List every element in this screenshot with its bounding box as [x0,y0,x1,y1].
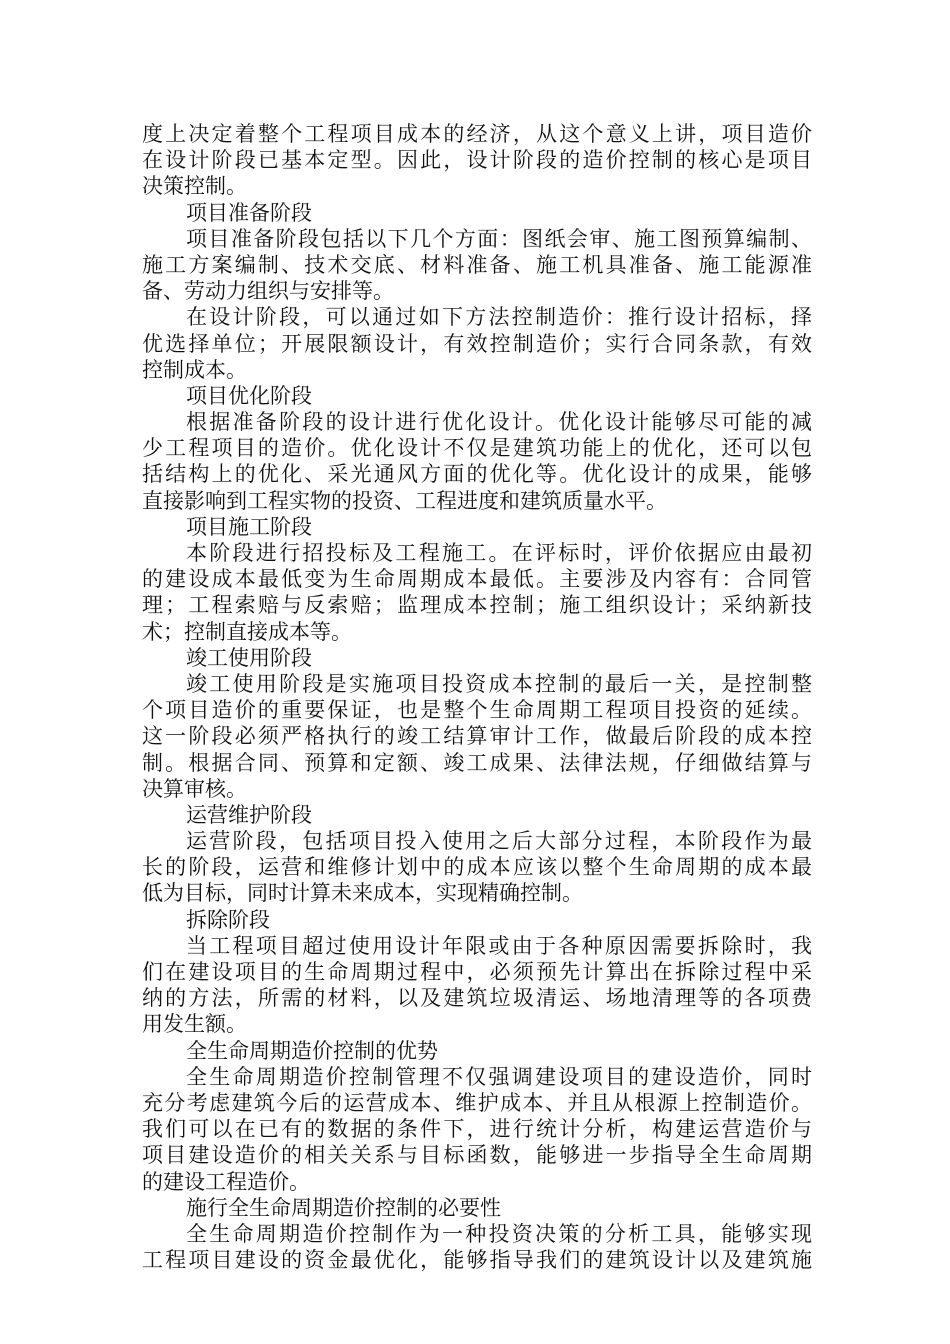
body-text-line: 决策控制。 [142,174,247,199]
section-heading: 施行全生命周期造价控制的必要性 [186,1195,501,1220]
body-text-line: 决算审核。 [142,776,247,801]
section-heading: 项目准备阶段 [186,200,312,225]
body-text-line: 控制成本。 [142,357,247,382]
section-heading: 拆除阶段 [186,907,270,932]
body-text-line: 优选择单位；开展限额设计，有效控制造价；实行合同条款，有效 [142,331,812,356]
body-text-line: 制。根据合同、预算和定额、竣工成果、法律法规，仔细做结算与 [142,750,812,775]
body-text-line: 全生命周期造价控制管理不仅强调建设项目的建设造价，同时 [186,1064,812,1089]
body-text-line: 这一阶段必须严格执行的竣工结算审计工作，做最后阶段的成本控 [142,724,812,749]
body-text-line: 根据准备阶段的设计进行优化设计。优化设计能够尽可能的减 [186,410,812,435]
body-text-line: 我们可以在已有的数据的条件下，进行统计分析，构建运营造价与 [142,1117,812,1142]
body-text-line: 术；控制直接成本等。 [142,619,352,644]
body-text-line: 低为目标，同时计算未来成本，实现精确控制。 [142,881,583,906]
body-text-line: 施工方案编制、技术交底、材料准备、施工机具准备、施工能源准 [142,252,812,277]
document-page [142,121,812,1273]
body-text-line: 括结构上的优化、采光通风方面的优化等。优化设计的成果，能够 [142,462,812,487]
body-text-line: 备、劳动力组织与安排等。 [142,279,394,304]
body-text-line: 用发生额。 [142,1012,247,1037]
body-text-line: 理；工程索赔与反索赔；监理成本控制；施工组织设计；采纳新技 [142,593,812,618]
body-text-line: 本阶段进行招投标及工程施工。在评标时，评价依据应由最初 [186,541,812,565]
section-heading: 全生命周期造价控制的优势 [186,1038,438,1063]
body-text-line: 在设计阶段已基本定型。因此，设计阶段的造价控制的核心是项目 [142,148,812,173]
section-heading: 项目优化阶段 [186,383,312,408]
body-text-line: 度上决定着整个工程项目成本的经济，从这个意义上讲，项目造价 [142,122,812,146]
body-text-line: 在设计阶段，可以通过如下方法控制造价：推行设计招标，择 [186,305,812,330]
body-text-line: 当工程项目超过使用设计年限或由于各种原因需要拆除时，我 [186,933,812,958]
body-text-line: 运营阶段，包括项目投入使用之后大部分过程，本阶段作为最 [186,829,812,854]
section-heading: 竣工使用阶段 [186,645,312,670]
body-text-line: 的建设工程造价。 [142,1169,310,1194]
section-heading: 项目施工阶段 [186,514,312,539]
section-heading: 运营维护阶段 [186,802,312,827]
body-text-line: 全生命周期造价控制作为一种投资决策的分析工具，能够实现 [186,1221,812,1246]
body-text-line: 项目准备阶段包括以下几个方面：图纸会审、施工图预算编制、 [186,226,812,251]
body-text-line: 的建设成本最低变为生命周期成本最低。主要涉及内容有：合同管 [142,567,812,592]
body-text-line: 项目建设造价的相关关系与目标函数，能够进一步指导全生命周期 [142,1143,812,1168]
body-text-line: 长的阶段，运营和维修计划中的成本应该以整个生命周期的成本最 [142,855,812,880]
body-text-line: 个项目造价的重要保证，也是整个生命周期工程项目投资的延续。 [142,698,812,723]
body-text-line: 工程项目建设的资金最优化，能够指导我们的建筑设计以及建筑施 [142,1248,812,1273]
body-text-line: 纳的方法，所需的材料，以及建筑垃圾清运、场地清理等的各项费 [142,986,812,1011]
body-text-line: 少工程项目的造价。优化设计不仅是建筑功能上的优化，还可以包 [142,436,812,461]
body-text-line: 直接影响到工程实物的投资、工程进度和建筑质量水平。 [142,488,667,513]
body-text-line: 充分考虑建筑今后的运营成本、维护成本、并且从根源上控制造价。 [142,1090,812,1115]
body-text-line: 们在建设项目的生命周期过程中，必须预先计算出在拆除过程中采 [142,960,812,984]
body-text-line: 竣工使用阶段是实施项目投资成本控制的最后一关，是控制整 [186,671,812,696]
